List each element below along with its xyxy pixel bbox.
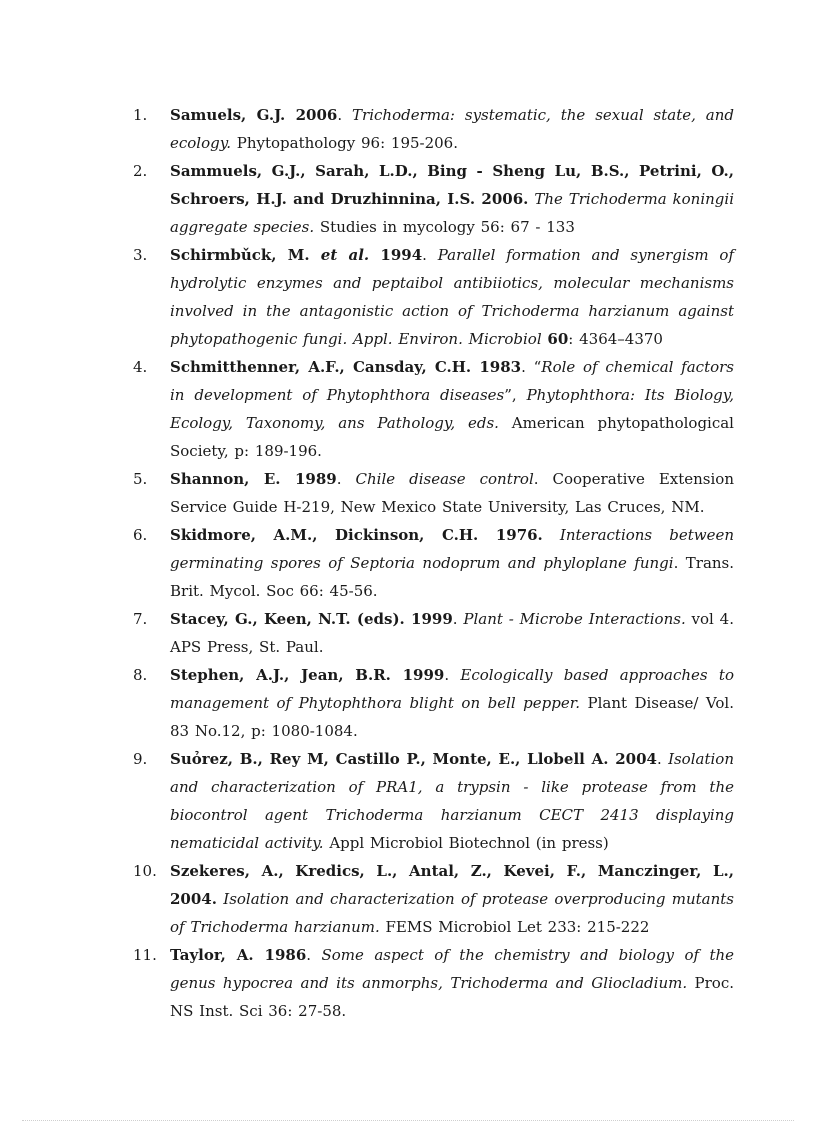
- reference-title: Trichoderma: systematic, the sexual state, and ecology.: [170, 106, 734, 152]
- reference-authors: Suỏrez, B., Rey M, Castillo P., Monte, E., Llobell A. 2004: [170, 750, 657, 768]
- reference-number: 3.: [133, 246, 148, 264]
- reference-number: 2.: [133, 162, 148, 180]
- reference-title: Isolation and characterization of protease overproducing mutants of Trichoderma harzianum.: [170, 890, 734, 936]
- reference-item: [0, 941, 734, 1025]
- reference-item: [0, 857, 734, 941]
- reference-title: Phytophthora: Its Biology, Ecology, Taxonomy, ans Pathology, eds.: [170, 386, 735, 432]
- reference-text: [170, 941, 734, 1025]
- reference-title: The Trichoderma koningii aggregate species.: [170, 190, 734, 236]
- reference-number: 4.: [133, 358, 148, 376]
- reference-authors: Sammuels, G.J., Sarah, L.D., Bing - Sheng Lu, B.S., Petrini, O., Schroers, H.J. and Druzhinnina, I.S. 2006.: [170, 162, 734, 208]
- reference-title: Ecologically based approaches to management of Phytophthora blight on bell pepper.: [170, 666, 734, 712]
- reference-authors: Stephen, A.J., Jean, B.R. 1999: [170, 666, 445, 684]
- reference-number: 11.: [133, 946, 157, 964]
- reference-item: [0, 605, 734, 661]
- reference-item: [0, 241, 734, 353]
- reference-authors: Shannon, E. 1989: [170, 470, 337, 488]
- reference-number: 1.: [133, 106, 148, 124]
- reference-source: .: [656, 750, 669, 768]
- reference-text: [170, 353, 734, 465]
- reference-source: .: [422, 246, 438, 264]
- reference-item: [0, 661, 734, 745]
- reference-source: : 4364–4370: [568, 330, 663, 348]
- reference-text: [170, 157, 734, 241]
- reference-item: [0, 745, 734, 857]
- reference-authors: 1994: [369, 246, 423, 264]
- reference-item: [0, 101, 734, 157]
- reference-item: [0, 521, 734, 605]
- reference-source: .: [336, 470, 356, 488]
- reference-text: [170, 465, 734, 521]
- reference-authors: 60: [547, 330, 569, 348]
- page-bottom-divider: [22, 1120, 794, 1121]
- reference-source: Appl Microbiol Biotechnol (in press): [323, 834, 609, 852]
- reference-source: .: [444, 666, 461, 684]
- reference-text: [170, 241, 734, 353]
- reference-number: 9.: [133, 750, 148, 768]
- reference-item: [0, 465, 734, 521]
- reference-title: Role of chemical factors in development of Phytophthora diseases: [170, 358, 734, 404]
- reference-text: [170, 661, 734, 745]
- reference-text: [170, 101, 734, 157]
- reference-text: [170, 521, 734, 605]
- reference-source: . “: [521, 358, 542, 376]
- reference-source: [543, 526, 560, 544]
- reference-source: .: [337, 106, 353, 124]
- reference-title: Parallel formation and synergism of hydrolytic enzymes and peptaibol antibiiotics, molecular mechanisms involved in the antagonistic action of Trichoderma harzianum against phytopathogenic fungi. Appl. Environ. Microbiol: [170, 246, 734, 348]
- reference-source: .: [452, 610, 464, 628]
- reference-title: Interactions between germinating spores of Septoria nodoprum and phyloplane fungi: [170, 526, 734, 572]
- reference-source: . Cooperative Extension Service Guide H-219, New Mexico State University, Las Cruces, NM.: [170, 470, 734, 516]
- reference-authors: Skidmore, A.M., Dickinson, C.H. 1976.: [170, 526, 543, 544]
- reference-item: [0, 157, 734, 241]
- reference-text: [170, 745, 734, 857]
- reference-list: [0, 101, 734, 1025]
- reference-item: [0, 353, 734, 465]
- reference-title: Chile disease control: [355, 470, 534, 488]
- reference-source: vol 4. APS Press, St. Paul.: [170, 610, 734, 656]
- reference-source: Plant Disease/ Vol. 83 No.12, p: 1080-1084.: [170, 694, 734, 740]
- reference-text: [170, 857, 734, 941]
- reference-number: 5.: [133, 470, 148, 488]
- reference-source: Proc. NS Inst. Sci 36: 27-58.: [170, 974, 735, 1020]
- reference-number: 10.: [133, 862, 157, 880]
- reference-number: 8.: [133, 666, 148, 684]
- reference-source: FEMS Microbiol Let 233: 215-222: [379, 918, 650, 936]
- reference-authors: Schirmbǔck, M.: [170, 246, 321, 264]
- reference-source: American phytopathological Society, p: 189-196.: [170, 414, 734, 460]
- reference-source: Phytopathology 96: 195-206.: [231, 134, 458, 152]
- reference-authors: Taylor, A. 1986: [170, 946, 307, 964]
- reference-number: 7.: [133, 610, 148, 628]
- reference-title: Plant - Microbe Interactions.: [463, 610, 686, 628]
- reference-text: [170, 605, 734, 661]
- reference-title: Some aspect of the chemistry and biology of the genus hypocrea and its anmorphs, Trichoderma and Gliocladium.: [170, 946, 735, 992]
- reference-authors: Samuels, G.J. 2006: [170, 106, 338, 124]
- reference-authors: Szekeres, A., Kredics, L., Antal, Z., Kevei, F., Manczinger, L., 2004.: [170, 862, 734, 908]
- reference-title: Isolation and characterization of PRA1, a trypsin - like protease from the biocontrol agent Trichoderma harzianum CECT 2413 displaying nematicidal activity.: [170, 750, 734, 852]
- reference-authors: Stacey, G., Keen, N.T. (eds). 1999: [170, 610, 453, 628]
- reference-source: ”,: [504, 386, 527, 404]
- reference-source: .: [306, 946, 322, 964]
- reference-authors: Schmitthenner, A.F., Cansday, C.H. 1983: [170, 358, 522, 376]
- reference-number: 6.: [133, 526, 148, 544]
- reference-source: . Trans. Brit. Mycol. Soc 66: 45-56.: [170, 554, 735, 600]
- reference-authors: et al.: [320, 246, 370, 264]
- reference-source: Studies in mycology 56: 67 - 133: [314, 218, 575, 236]
